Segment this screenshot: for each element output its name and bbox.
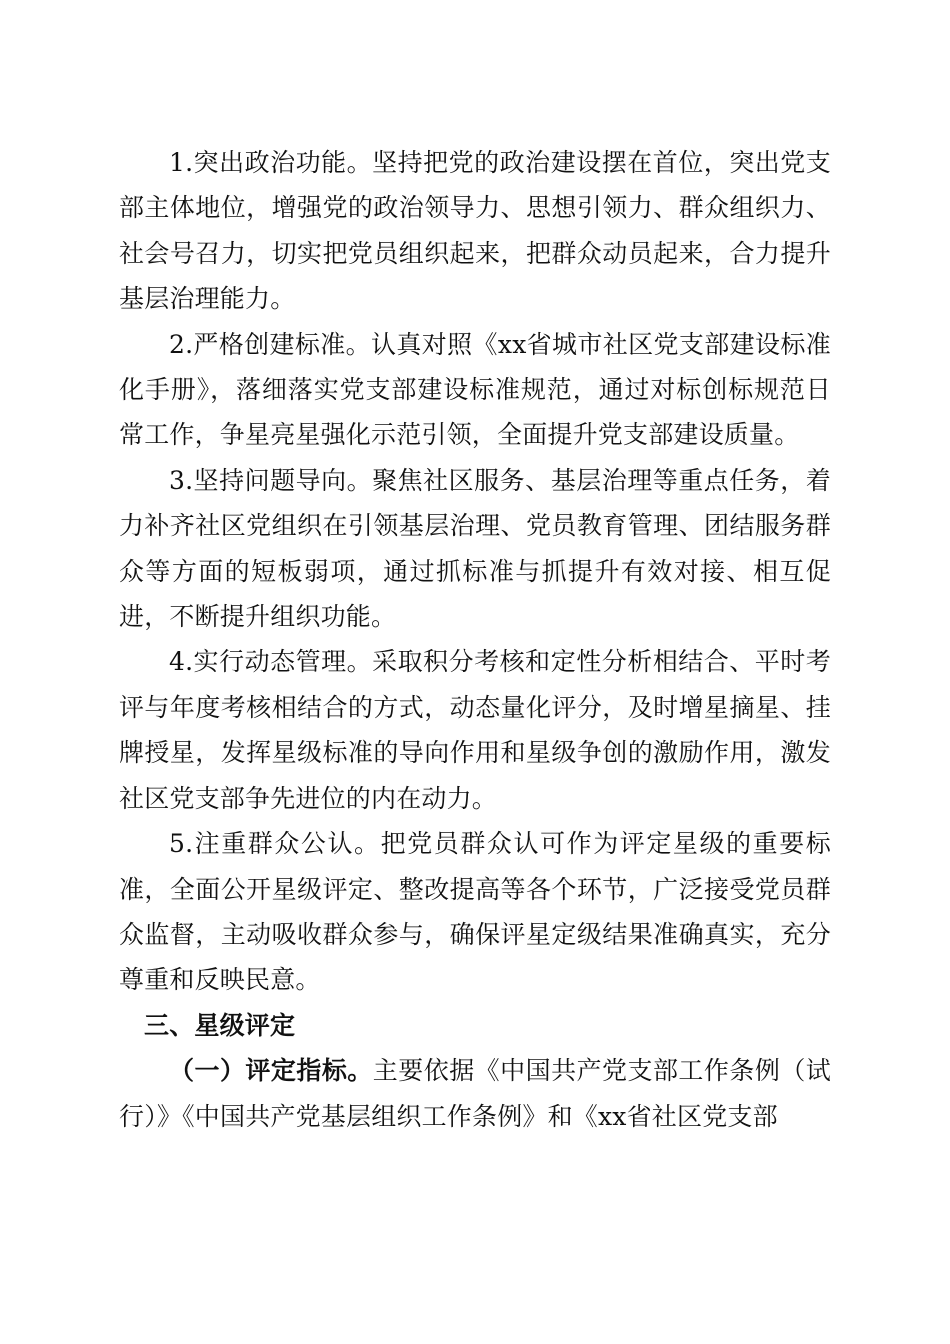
- document-body: [119, 140, 831, 1139]
- paragraph-4: 4.实行动态管理。采取积分考核和定性分析相结合、平时考评与年度考核相结合的方式，动态量化评分，及时增星摘星、挂牌授星，发挥星级标准的导向作用和星级争创的激励作用，激发社区党支部争先进位的内在动力。: [119, 647, 831, 813]
- paragraph-1: 1.突出政治功能。坚持把党的政治建设摆在首位，突出党支部主体地位，增强党的政治领导力、思想引领力、群众组织力、社会号召力，切实把党员组织起来，把群众动员起来，合力提升基层治理能力。: [119, 148, 831, 314]
- paragraph-5: 5.注重群众公认。把党员群众认可作为评定星级的重要标准，全面公开星级评定、整改提高等各个环节，广泛接受党员群众监督，主动吸收群众参与，确保评星定级结果准确真实，充分尊重和反映民意。: [119, 829, 831, 995]
- sub-section-lead: （一）评定指标。: [169, 1056, 373, 1086]
- sub-section-text: 主要依据《中国共产党支部工作条例（试行）》《中国共产党基层组织工作条例》和《xx省社区党支部: [119, 1056, 831, 1131]
- paragraph-3: 3.坚持问题导向。聚焦社区服务、基层治理等重点任务，着力补齐社区党组织在引领基层治理、党员教育管理、团结服务群众等方面的短板弱项，通过抓标准与抓提升有效对接、相互促进，不断提升组织功能。: [119, 465, 831, 632]
- section-heading: 三、星级评定: [144, 1010, 296, 1040]
- sub-section-paragraph: [119, 1048, 831, 1139]
- paragraph-2: 2.严格创建标准。认真对照《xx省城市社区党支部建设标准化手册》，落细落实党支部建设标准规范，通过对标创标规范日常工作，争星亮星强化示范引领，全面提升党支部建设质量。: [119, 329, 831, 450]
